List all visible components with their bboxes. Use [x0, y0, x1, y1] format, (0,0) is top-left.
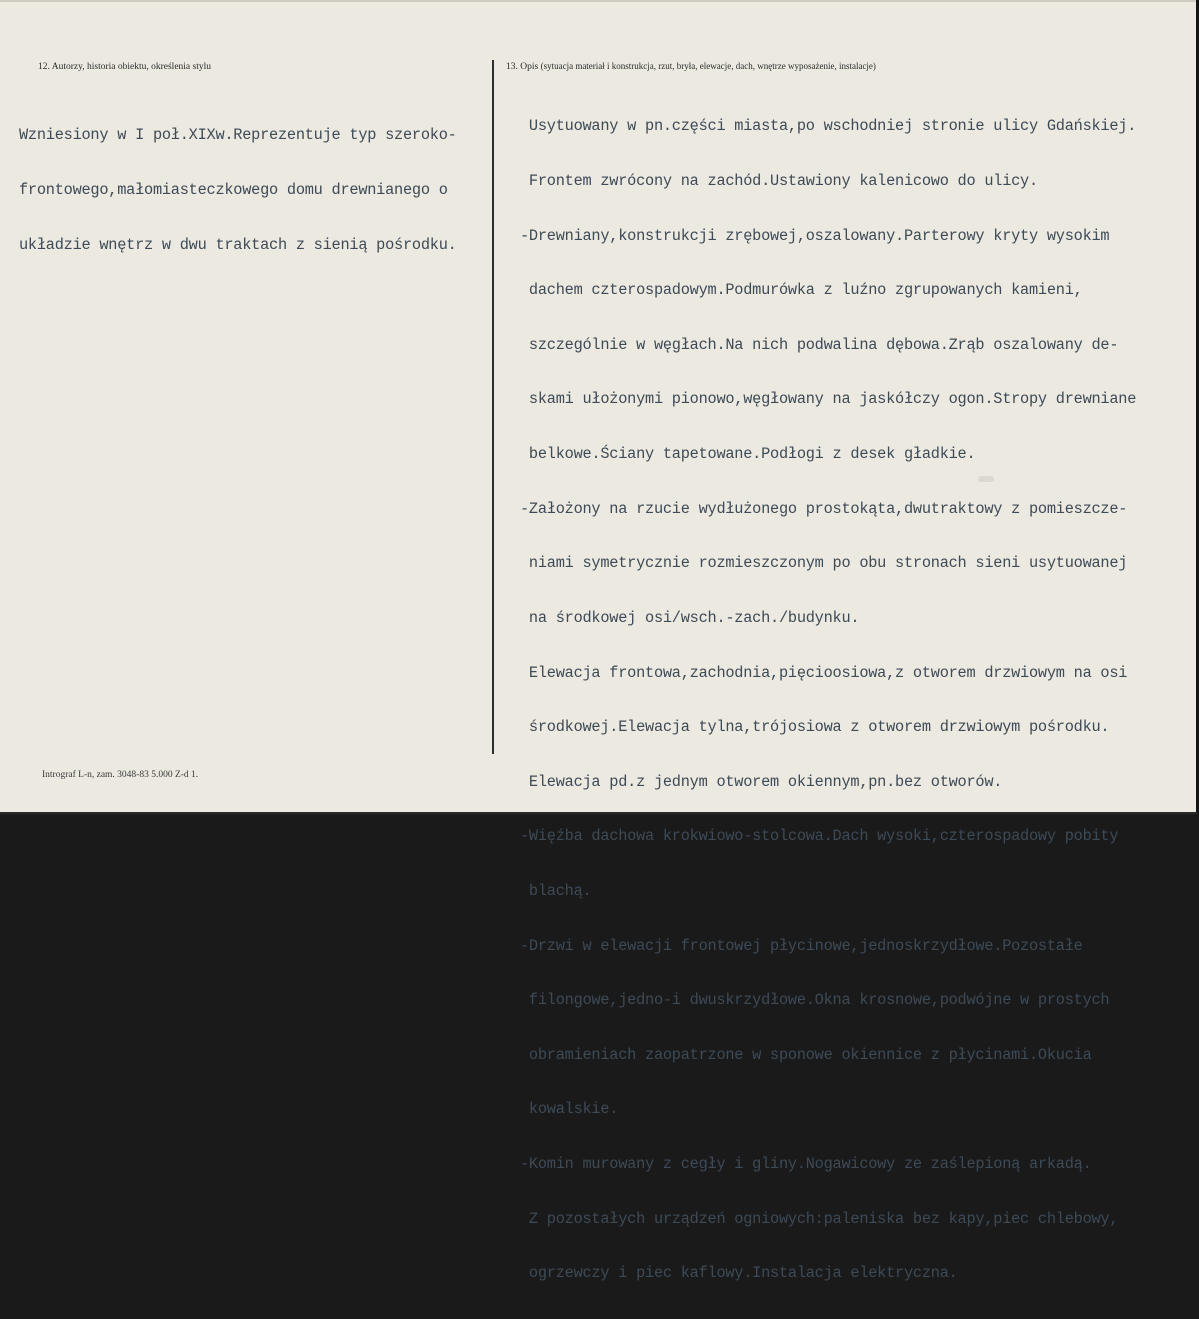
description-line: -Drewniany,konstrukcji zrębowej,oszalowany.Parterowy kryty wysokim: [520, 226, 1110, 245]
description-line: środkowej.Elewacja tylna,trójosiowa z otworem drzwiowym pośrodku.: [520, 718, 1110, 737]
section-13-label: [506, 61, 876, 72]
description-line: obramieniach zaopatrzone w sponowe okiennice z płycinami.Okucia: [520, 1045, 1092, 1064]
description-line: szczególnie w węgłach.Na nich podwalina dębowa.Zrąb oszalowany de-: [520, 335, 1119, 354]
description-line: Elewacja frontowa,zachodnia,pięcioosiowa,z otworem drzwiowym na osi: [520, 663, 1128, 682]
description-line: dachem czterospadowym.Podmurówka z luźno zgrupowanych kamieni,: [520, 281, 1083, 300]
column-divider: [492, 60, 494, 754]
description-line: -Więźba dachowa krokwiowo-stolcowa.Dach wysoki,czterospadowy pobity: [520, 827, 1119, 846]
description-line: Z pozostałych urządzeń ogniowych:paleniska bez kapy,piec chlebowy,: [520, 1209, 1119, 1228]
description-line: niami symetrycznie rozmieszczonym po obu stronach sieni usytuowanej: [520, 554, 1128, 573]
description-line: Usytuowany w pn.części miasta,po wschodniej stronie ulicy Gdańskiej.: [520, 117, 1137, 136]
description-line: -Komin murowany z cegły i gliny.Nogawicowy ze zaślepioną arkadą.: [520, 1154, 1092, 1173]
description-line: kowalskie.: [520, 1100, 619, 1119]
description-line: Elewacja pd.z jednym otworem okiennym,pn.bez otworów.: [520, 772, 1003, 791]
description-line: -Drzwi w elewacji frontowej płycinowe,jednoskrzydłowe.Pozostałe: [520, 936, 1083, 955]
history-line: Wzniesiony w I poł.XIXw.Reprezentuje typ szeroko-: [19, 126, 457, 145]
description-text: [520, 81, 1136, 1319]
description-line: -Założony na rzucie wydłużonego prostokąta,dwutraktowy z pomieszcze-: [520, 499, 1128, 518]
description-line: skami ułożonymi pionowo,węgłowany na jaskółczy ogon.Stropy drewniane: [520, 390, 1137, 409]
printer-footer: Intrograf L-n, zam. 3048-83 5.000 Z-d 1.: [42, 770, 199, 780]
description-line: na środkowej osi/wsch.-zach./budynku.: [520, 608, 860, 627]
history-text: [19, 90, 457, 290]
description-line: Frontem zwrócony na zachód.Ustawiony kalenicowo do ulicy.: [520, 172, 1038, 191]
section-13-title: 13. Opis: [506, 62, 539, 72]
history-line: układzie wnętrz w dwu traktach z sienią pośrodku.: [19, 235, 457, 254]
ink-smudge: [978, 476, 994, 482]
section-13-subtitle: (sytuacja materiał i konstrukcja, rzut, bryła, elewacje, dach, wnętrze wyposażenie, instalacje): [540, 61, 876, 71]
section-12-label: 12. Autorzy, historia obiektu, określenia stylu: [38, 62, 211, 72]
description-line: ogrzewczy i piec kaflowy.Instalacja elektryczna.: [520, 1264, 958, 1283]
description-line: belkowe.Ściany tapetowane.Podłogi z desek gładkie.: [520, 445, 976, 464]
description-line: filongowe,jedno-i dwuskrzydłowe.Okna krosnowe,podwójne w prostych: [520, 991, 1110, 1010]
description-line: blachą.: [520, 881, 592, 900]
card-top-edge: [0, 0, 1196, 2]
history-line: frontowego,małomiasteczkowego domu drewnianego o: [19, 181, 448, 200]
